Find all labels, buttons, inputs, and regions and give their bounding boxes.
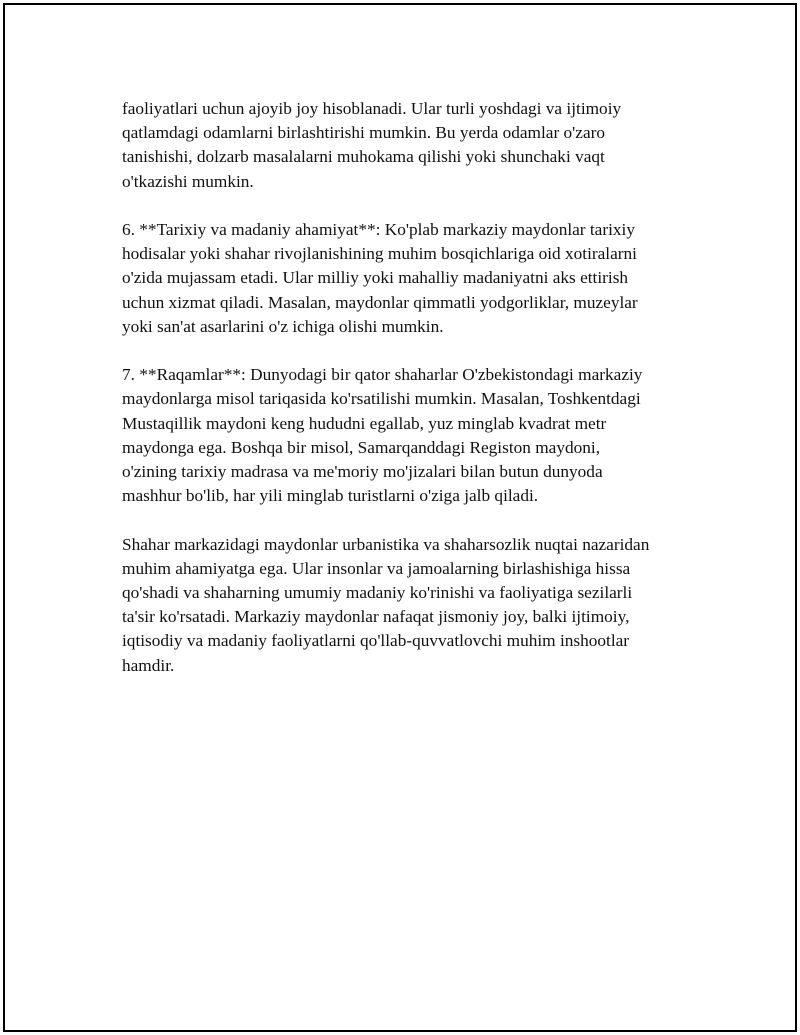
paragraph-conclusion	[122, 533, 702, 678]
text-line: muhim ahamiyatga ega. Ular insonlar va jamoalarning birlashishiga hissa	[122, 558, 631, 578]
text-line: o'tkazishi mumkin.	[122, 171, 254, 191]
text-line: ta'sir ko'rsatadi. Markaziy maydonlar nafaqat jismoniy joy, balki ijtimoiy,	[122, 607, 630, 627]
paragraph-figures	[122, 363, 702, 508]
paragraph-intro-continuation	[122, 97, 702, 194]
text-line: iqtisodiy va madaniy faoliyatlarni qo'llab-quvvatlovchi muhim inshootlar	[122, 631, 630, 651]
text-line: Mustaqillik maydoni keng hududni egallab, yuz minglab kvadrat metr	[122, 413, 607, 433]
page-frame	[3, 3, 797, 1032]
text-line: mashhur bo'lib, har yili minglab turistlarni o'ziga jalb qiladi.	[122, 486, 539, 506]
text-line: o'zining tarixiy madrasa va me'moriy mo'jizalari bilan butun dunyoda	[122, 462, 603, 482]
text-line: yoki san'at asarlarini o'z ichiga olishi mumkin.	[122, 316, 444, 336]
text-line: maydonlarga misol tariqasida ko'rsatilishi mumkin. Masalan, Toshkentdagi	[122, 389, 641, 409]
document-body	[122, 97, 702, 702]
text-line: faoliyatlari uchun ajoyib joy hisoblanadi. Ular turli yoshdagi va ijtimoiy	[122, 99, 622, 118]
text-line: Shahar markazidagi maydonlar urbanistika va shaharsozlik nuqtai nazaridan	[122, 534, 650, 554]
text-line: tanishishi, dolzarb masalalarni muhokama qilishi yoki shunchaki vaqt	[122, 147, 605, 167]
paragraph-historical-cultural-significance	[122, 218, 702, 339]
text-line: hodisalar yoki shahar rivojlanishining muhim bosqichlariga oid xotiralarni	[122, 244, 637, 264]
text-line: o'zida mujassam etadi. Ular milliy yoki mahalliy madaniyatni aks ettirish	[122, 268, 629, 288]
text-line: 7. **Raqamlar**: Dunyodagi bir qator shaharlar O'zbekistondagi markaziy	[122, 365, 643, 385]
text-line: hamdir.	[122, 655, 175, 675]
text-line: uchun xizmat qiladi. Masalan, maydonlar qimmatli yodgorliklar, muzeylar	[122, 292, 638, 312]
text-line: qatlamdagi odamlarni birlashtirishi mumkin. Bu yerda odamlar o'zaro	[122, 123, 606, 143]
text-line: maydonga ega. Boshqa bir misol, Samarqanddagi Registon maydoni,	[122, 437, 601, 457]
text-line: 6. **Tarixiy va madaniy ahamiyat**: Ko'plab markaziy maydonlar tarixiy	[122, 220, 635, 239]
text-line: qo'shadi va shaharning umumiy madaniy ko'rinishi va faoliyatiga sezilarli	[122, 583, 633, 603]
